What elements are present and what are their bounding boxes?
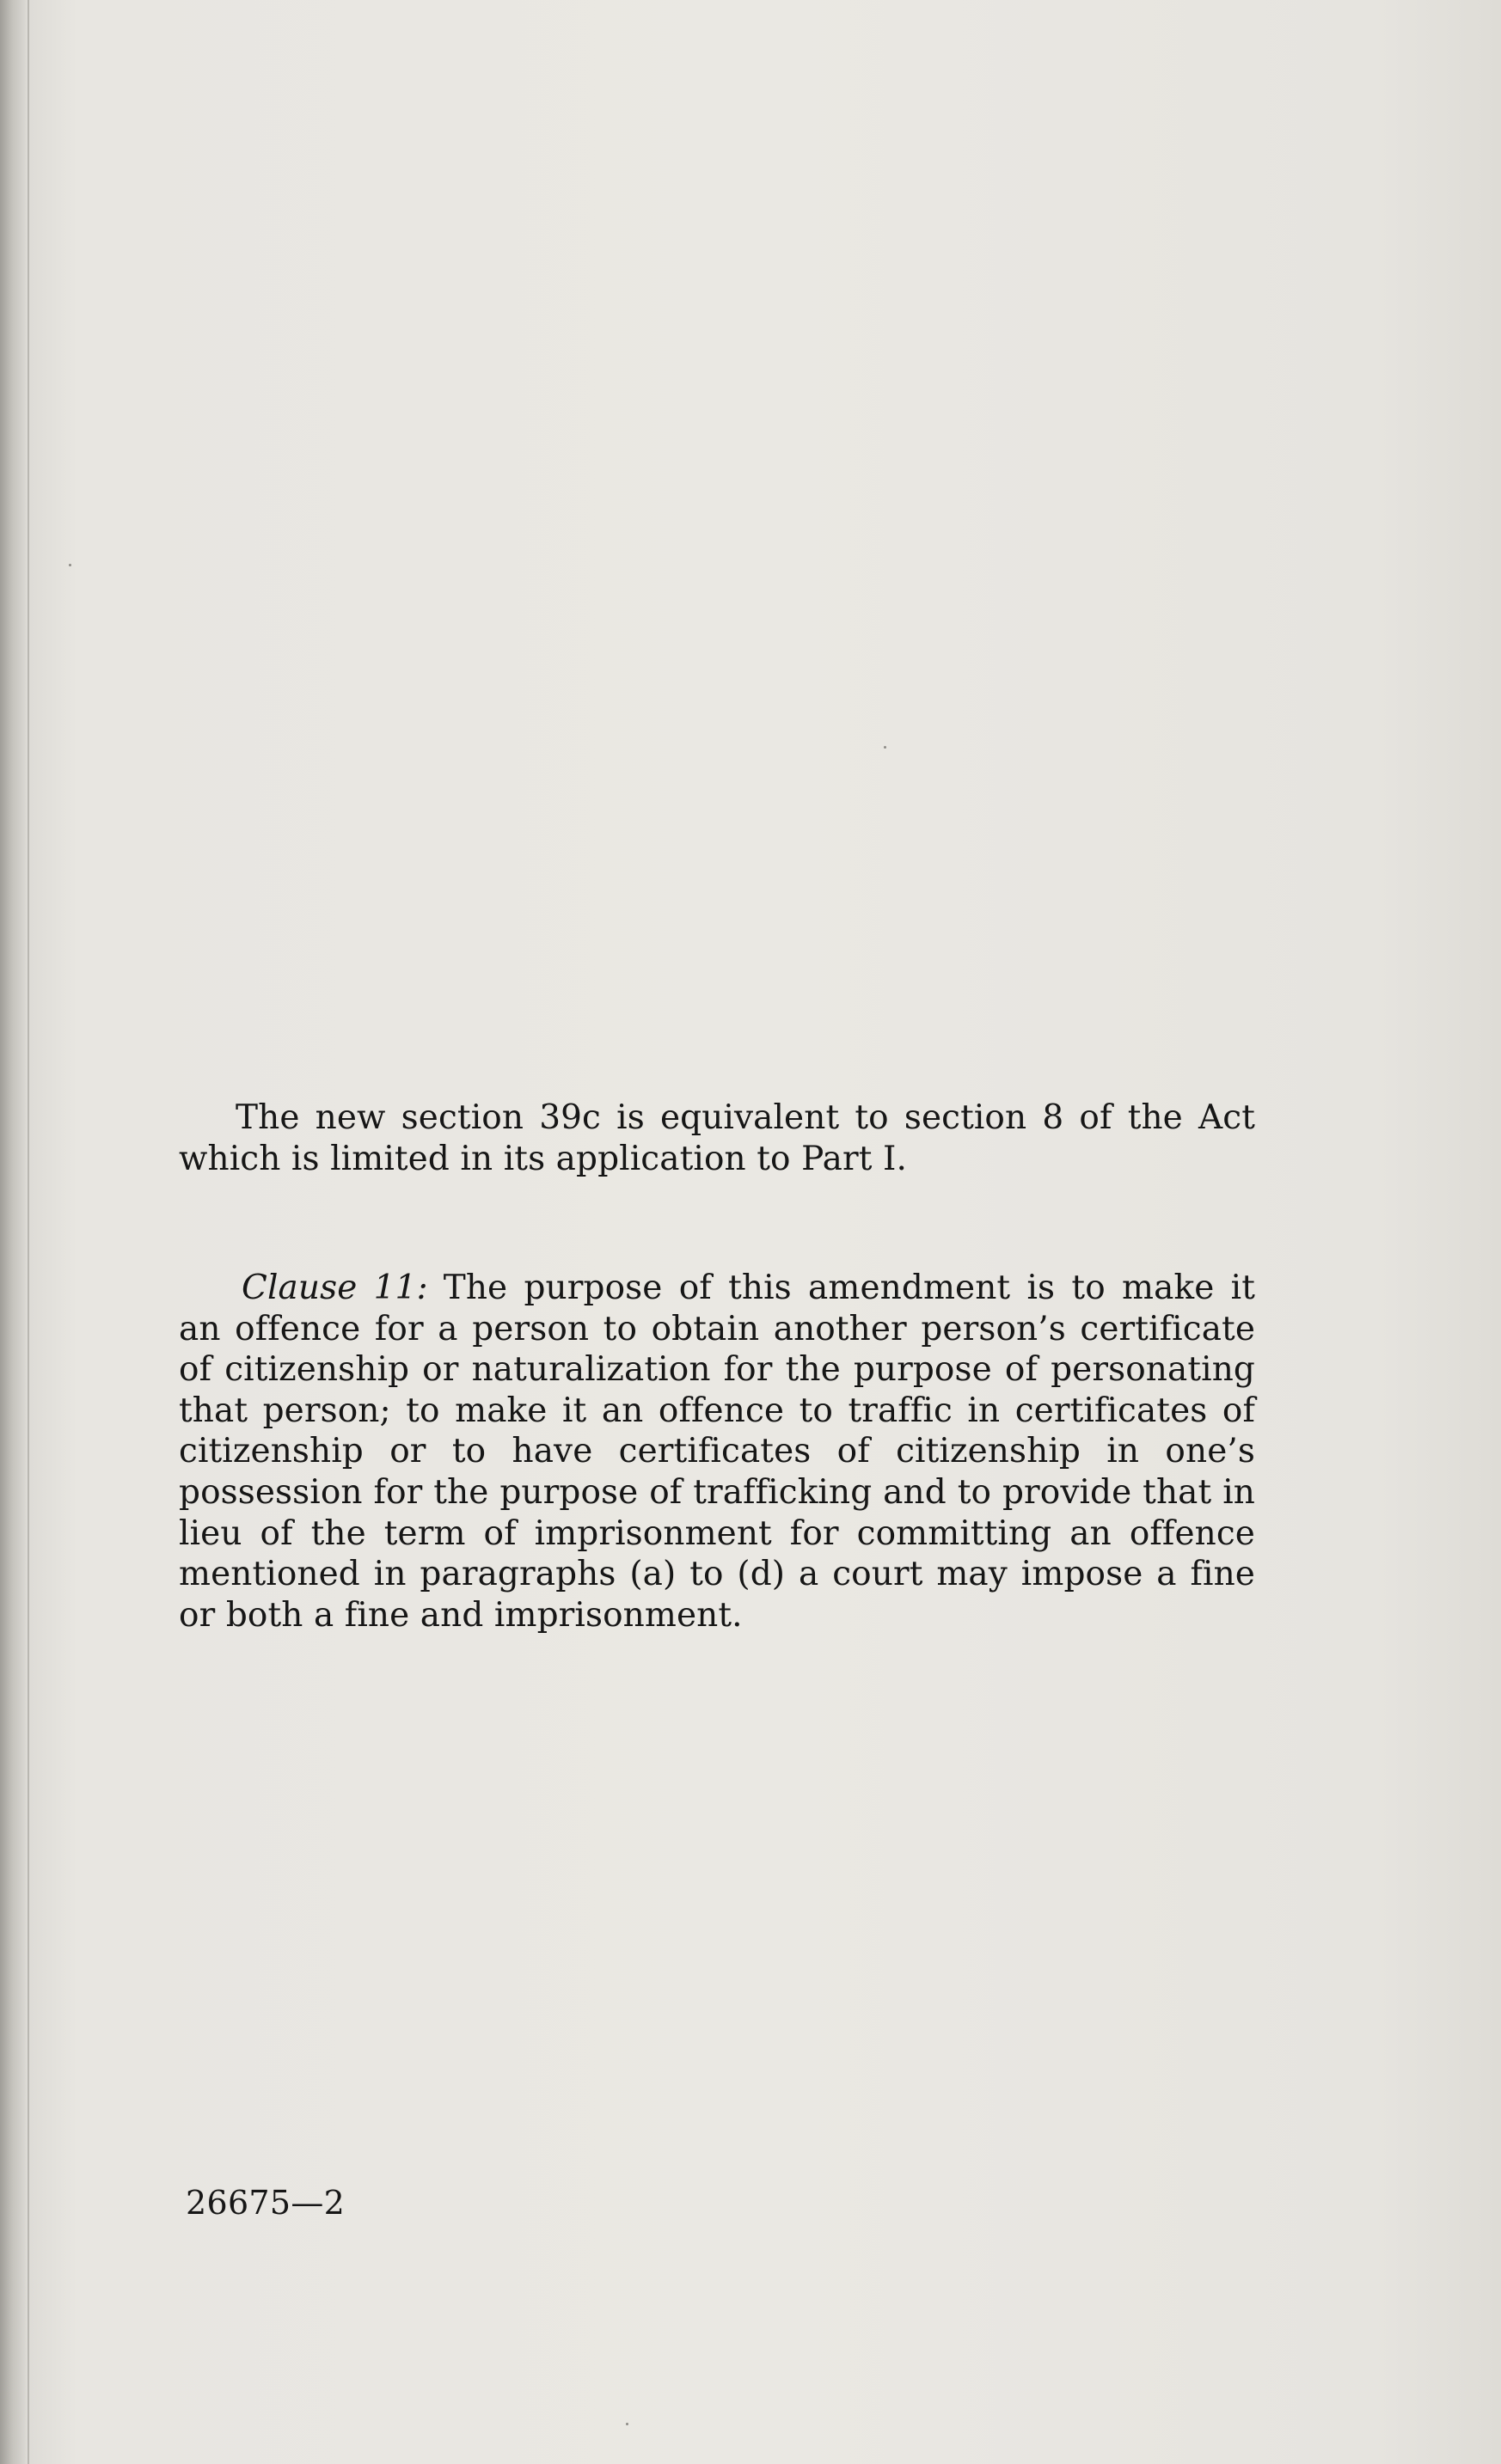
clause-label: Clause 11: <box>242 1269 428 1307</box>
clause-text: The purpose of this amendment is to make it an offence for a person to obtain another person’s certificate of citizenship or naturalization for the purpose of personating that person; to make it an offence to traffic in certificates of citizenship or to have certificates of citizenship in one’s possession for the purpose of trafficking and to provide that in lieu of the term of imprisonment for committing an offence mentioned in paragraphs (a) to (d) a court may impose a fine or both a fine and imprisonment. <box>179 1269 1255 1635</box>
paper-speck <box>626 2423 628 2425</box>
paper-speck <box>69 564 71 566</box>
binding-edge <box>0 0 26 2464</box>
paper-speck <box>884 746 886 749</box>
clause-11-paragraph <box>179 1268 1255 1636</box>
page-code: 26675—2 <box>186 2184 346 2222</box>
fold-line <box>28 0 29 2464</box>
section-note-paragraph: The new section 39c is equivalent to section 8 of the Act which is limited in its application to Part I. <box>179 1098 1255 1178</box>
